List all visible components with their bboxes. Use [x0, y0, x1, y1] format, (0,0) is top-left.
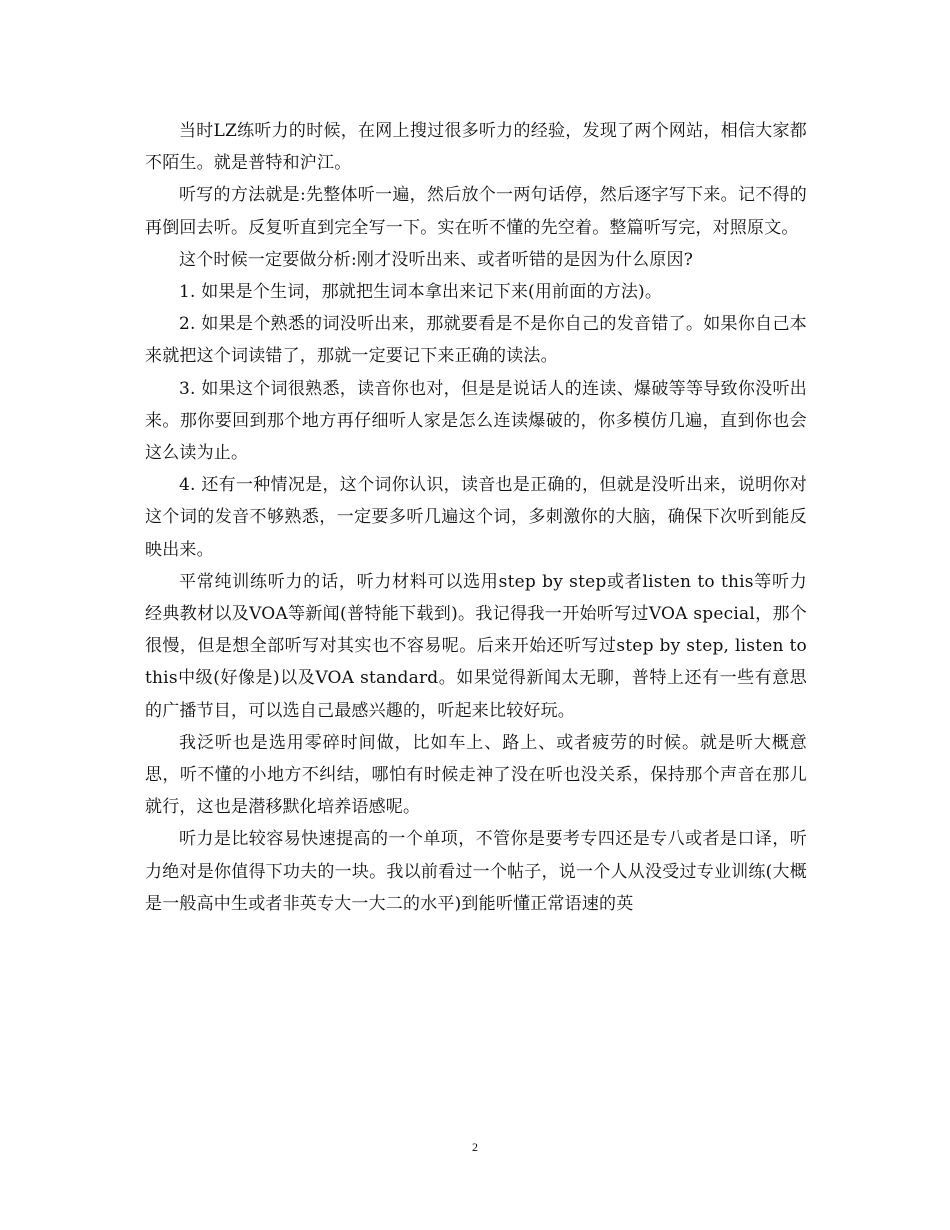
- paragraph-1: 当时LZ练听力的时候，在网上搜过很多听力的经验，发现了两个网站，相信大家都不陌生。就是普特和沪江。: [145, 121, 807, 174]
- page-number: 2: [472, 1140, 478, 1154]
- paragraph-listening-materials: 平常纯训练听力的话，听力材料可以选用step by step或者listen to this等听力经典教材以及VOA等新闻(普特能下载到)。我记得我一开始听写过VOA special，那个很慢，但是想全部听写对其实也不容易呢。后来开始还听写过step by step, listen to this中级(好像是)以及VOA standard。如果觉得新闻太无聊，普特上还有一些有意思的广播节目，可以选自己最感兴趣的，听起来比较好玩。: [145, 571, 807, 721]
- paragraph-extensive-listening: 我泛听也是选用零碎时间做，比如车上、路上、或者疲劳的时候。就是听大概意思，听不懂的小地方不纠结，哪怕有时候走神了没在听也没关系，保持那个声音在那儿就行，这也是潜移默化培养语感呢。: [145, 732, 807, 818]
- list-item-3: 3. 如果这个词很熟悉，读音你也对，但是是说话人的连读、爆破等等导致你没听出来。那你要回到那个地方再仔细听人家是怎么连读爆破的，你多模仿几遍，直到你也会这么读为止。: [145, 378, 807, 464]
- list-item-1: 1. 如果是个生词，那就把生词本拿出来记下来(用前面的方法)。: [179, 282, 663, 303]
- paragraph-3: 这个时候一定要做分析:刚才没听出来、或者听错的是因为什么原因?: [179, 249, 694, 270]
- paragraph-conclusion: 听力是比较容易快速提高的一个单项，不管你是要考专四还是专八或者是口译，听力绝对是你值得下功夫的一块。我以前看过一个帖子，说一个人从没受过专业训练(大概是一般高中生或者非英专大一大二的水平)到能听懂正常语速的英: [145, 829, 807, 914]
- paragraph-2: 听写的方法就是:先整体听一遍，然后放个一两句话停，然后逐字写下来。记不得的再倒回去听。反复听直到完全写一下。实在听不懂的先空着。整篇听写完，对照原文。: [145, 185, 807, 238]
- list-item-4: 4. 还有一种情况是，这个词你认识，读音也是正确的，但就是没听出来，说明你对这个词的发音不够熟悉，一定要多听几遍这个词，多刺激你的大脑，确保下次听到能反映出来。: [145, 475, 807, 560]
- document-body: [145, 115, 807, 920]
- list-item-2: 2. 如果是个熟悉的词没听出来，那就要看是不是你自己的发音错了。如果你自己本来就把这个词读错了，那就一定要记下来正确的读法。: [145, 314, 807, 367]
